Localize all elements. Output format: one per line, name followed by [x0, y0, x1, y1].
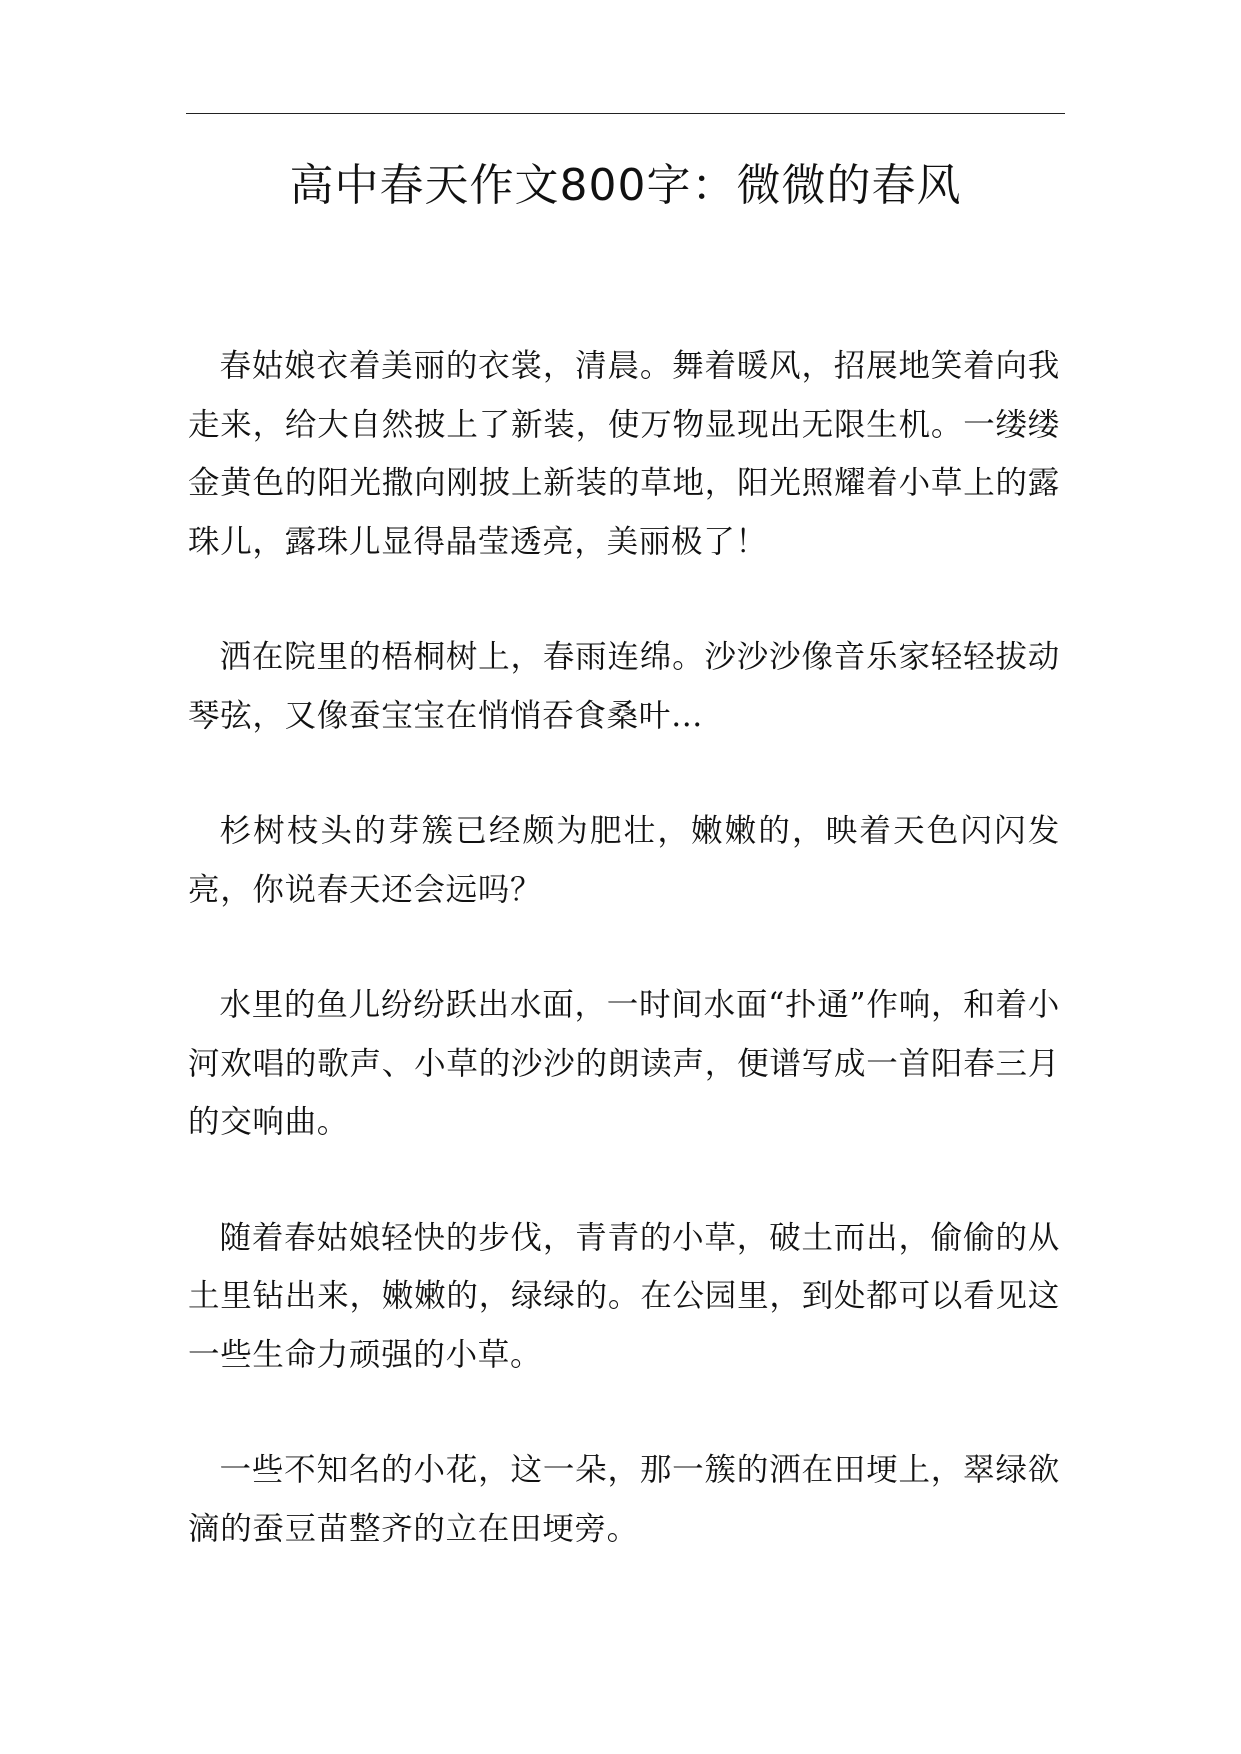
paragraph-4: 水里的鱼儿纷纷跃出水面，一时间水面“扑通”作响，和着小河欢唱的歌声、小草的沙沙的朗读声，便谱写成一首阳春三月的交响曲。 [188, 987, 1060, 1140]
header-rule [186, 113, 1065, 114]
document-title: 高中春天作文800字：微微的春风 [289, 160, 962, 211]
paragraph-2: 洒在院里的梧桐树上，春雨连绵。沙沙沙像音乐家轻轻拔动琴弦，又像蚕宝宝在悄悄吞食桑叶… [188, 639, 1060, 734]
document-body [188, 337, 1060, 1615]
paragraph-6: 一些不知名的小花，这一朵，那一簇的洒在田埂上，翠绿欲滴的蚕豆苗整齐的立在田埂旁。 [188, 1452, 1060, 1547]
paragraph-3: 杉树枝头的芽簇已经颇为肥壮，嫩嫩的，映着天色闪闪发亮，你说春天还会远吗？ [188, 813, 1060, 908]
paragraph-5: 随着春姑娘轻快的步伐，青青的小草，破土而出，偷偷的从土里钻出来，嫩嫩的，绿绿的。在公园里，到处都可以看见这一些生命力顽强的小草。 [188, 1219, 1060, 1373]
paragraph-1: 春姑娘衣着美丽的衣裳，清晨。舞着暖风，招展地笑着向我走来，给大自然披上了新装，使万物显现出无限生机。一缕缕金黄色的阳光撒向刚披上新装的草地，阳光照耀着小草上的露珠儿，露珠儿显得晶莹透亮，美丽极了！ [188, 348, 1060, 560]
